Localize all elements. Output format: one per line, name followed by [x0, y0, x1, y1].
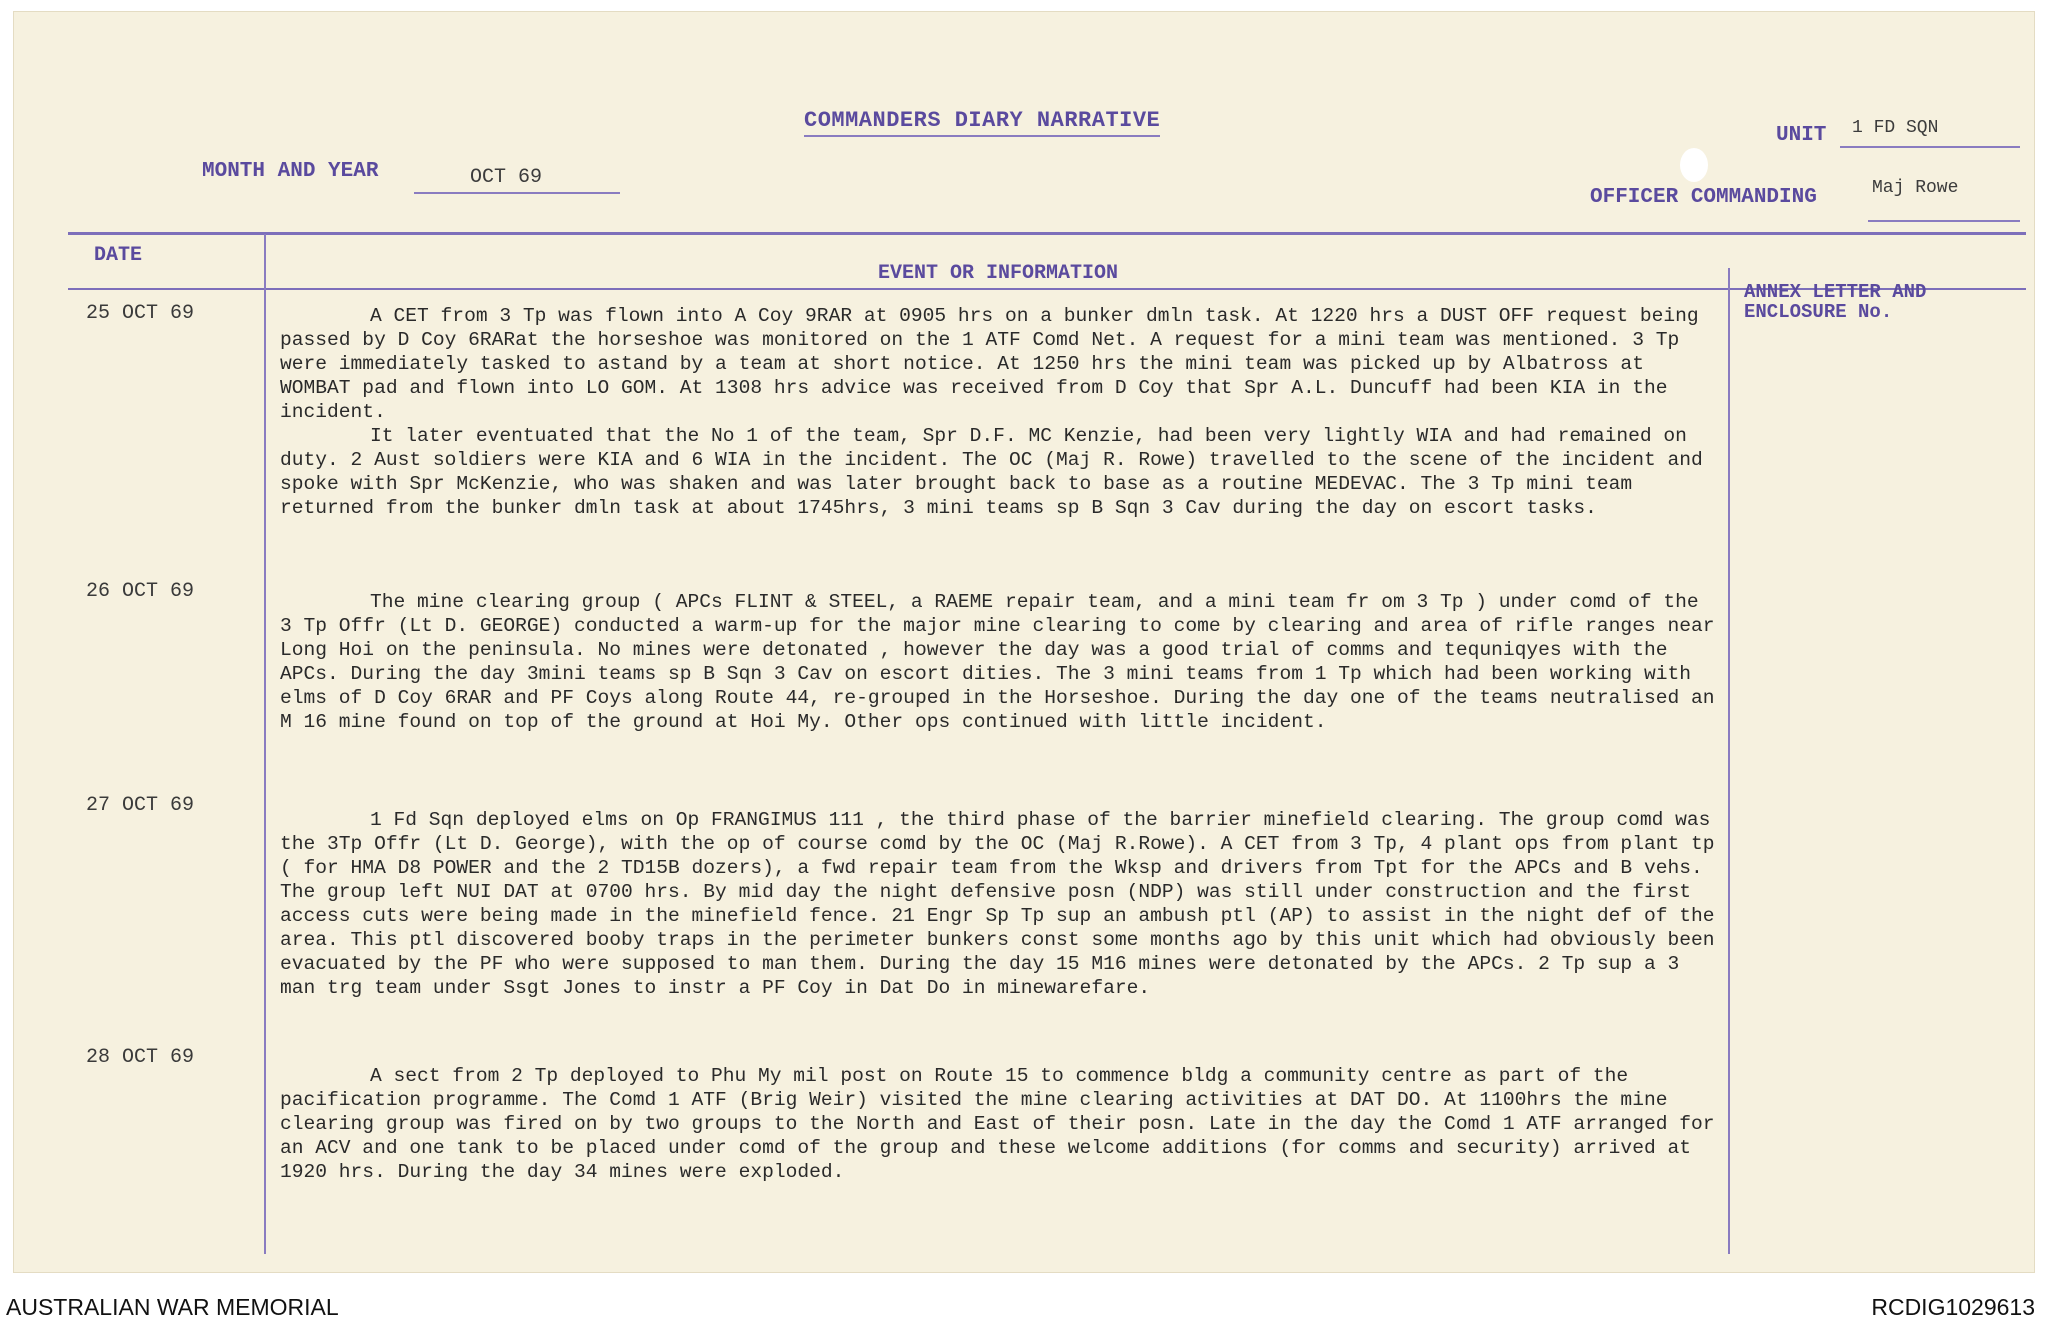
entry-date: 28 OCT 69: [86, 1046, 195, 1069]
footer-source: AUSTRALIAN WAR MEMORIAL: [6, 1294, 339, 1320]
entry-text: [280, 304, 1720, 520]
entry-text: [280, 590, 1720, 734]
entry-paragraph: It later eventuated that the No 1 of the team, Spr D.F. MC Kenzie, had been very lightly WIA and had remained on duty. 2 Aust soldiers were KIA and 6 WIA in the incident. The OC (Maj R. Rowe) travelled to the scene of the incident and spoke with Spr McKenzie, who was shaken and was later brought back to base as a routine MEDEVAC. The 3 Tp mini team returned from the bunker dmln task at about 1745hrs, 3 mini teams sp B Sqn 3 Cav during the day on escort tasks.: [280, 425, 1703, 519]
table-header-rule: [68, 288, 2026, 290]
footer-id: RCDIG1029613: [1871, 1294, 2035, 1320]
unit-value: 1 FD SQN: [1852, 118, 1939, 138]
month-year-label: MONTH AND YEAR: [202, 160, 379, 183]
entry-paragraph: A CET from 3 Tp was flown into A Coy 9RAR at 0905 hrs on a bunker dmln task. At 1220 hrs a DUST OFF request being passed by D Coy 6RARat the horseshoe was monitored on the 1 ATF Comd Net. A request for a mini team was mentioned. 3 Tp were immediately tasked to astand by a team at short notice. At 1250 hrs the mini team was picked up by Albatross at WOMBAT pad and flown into LO GOM. At 1308 hrs advice was received from D Coy that Spr A.L. Duncuff had been KIA in the incident.: [280, 305, 1699, 423]
entry-paragraph: 1 Fd Sqn deployed elms on Op FRANGIMUS 111 , the third phase of the barrier minefield clearing. The group comd was the 3Tp Offr (Lt D. George), with the op of course comd by the OC (Maj R.Rowe). A CET from 3 Tp, 4 plant ops from plant tp ( for HMA D8 POWER and the 2 TD15B dozers), a fwd repair team from the Wksp and drivers from Tpt for the APCs and B vehs. The group left NUI DAT at 0700 hrs. By mid day the night defensive posn (NDP) was still under construction and the first access cuts were being made in the minefield fence. 21 Engr Sp Tp sup an ambush ptl (AP) to assist in the night def of the area. This ptl discovered booby traps in the perimeter bunkers const some months ago by this unit which had obviously been evacuated by the PF who were supposed to man them. During the day 15 M16 mines were detonated by the APCs. 2 Tp sup a 3 man trg team under Ssgt Jones to instr a PF Coy in Dat Do in minewarefare.: [280, 809, 1715, 999]
event-column-header: EVENT OR INFORMATION: [878, 262, 1119, 285]
date-column-divider: [264, 234, 266, 1254]
entry-paragraph: The mine clearing group ( APCs FLINT & STEEL, a RAEME repair team, and a mini team fr om 3 Tp ) under comd of the 3 Tp Offr (Lt D. GEORGE) conducted a warm-up for the major mine clearing to come by clearing and area of rifle ranges near Long Hoi on the peninsula. No mines were detonated , however the day was a good trial of comms and tequniqyes with the APCs. During the day 3mini teams sp B Sqn 3 Cav on escort dities. The 3 mini teams from 1 Tp which had been working with elms of D Coy 6RAR and PF Coys along Route 44, re-grouped in the Horseshoe. During the day one of the teams neutralised an M 16 mine found on top of the ground at Hoi My. Other ops continued with little incident.: [280, 591, 1715, 733]
punch-hole: [1680, 148, 1708, 182]
annex-column-divider: [1728, 268, 1730, 1254]
table-top-rule: [68, 232, 2026, 235]
month-year-value: OCT 69: [470, 166, 543, 189]
month-year-underline: [414, 192, 620, 194]
unit-underline: [1840, 146, 2020, 148]
officer-commanding-value: Maj Rowe: [1872, 178, 1959, 198]
page-title: COMMANDERS DIARY NARRATIVE: [804, 108, 1160, 137]
entry-date: 25 OCT 69: [86, 302, 195, 325]
entry-text: [280, 1064, 1720, 1184]
entry-text: [280, 808, 1720, 1000]
annex-column-header: ANNEX LETTER AND ENCLOSURE No.: [1744, 281, 1927, 323]
entry-date: 26 OCT 69: [86, 580, 195, 603]
officer-commanding-label: OFFICER COMMANDING: [1590, 186, 1817, 209]
date-column-header: DATE: [94, 244, 143, 267]
unit-label: UNIT: [1776, 124, 1827, 147]
officer-commanding-underline: [1868, 220, 2020, 222]
entry-date: 27 OCT 69: [86, 794, 195, 817]
entry-paragraph: A sect from 2 Tp deployed to Phu My mil post on Route 15 to commence bldg a community centre as part of the pacification programme. The Comd 1 ATF (Brig Weir) visited the mine clearing activities at DAT DO. At 1100hrs the mine clearing group was fired on by two groups to the North and East of their posn. Late in the day the Comd 1 ATF arranged for an ACV and one tank to be placed under comd of the group and these welcome additions (for comms and security) arrived at 1920 hrs. During the day 34 mines were exploded.: [280, 1065, 1715, 1183]
